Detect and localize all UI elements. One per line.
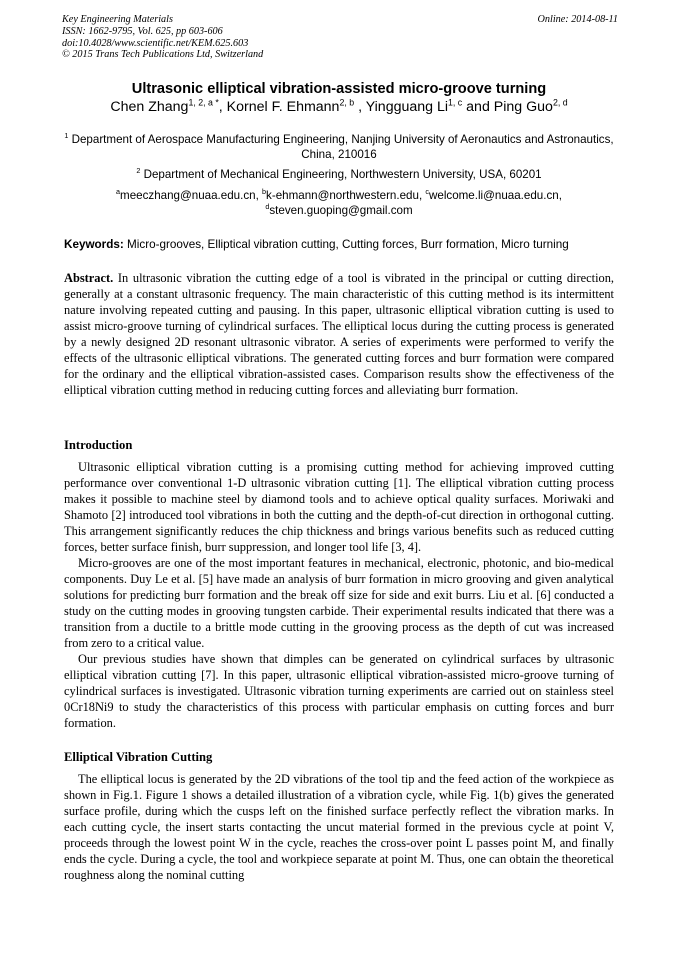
email-address[interactable]: meeczhang@nuaa.edu.cn [120, 189, 256, 202]
introduction-body [64, 459, 614, 731]
author-name: Chen Zhang [110, 99, 189, 115]
author-name: Kornel F. Ehmann [226, 99, 340, 115]
author-sup: 2, d [552, 97, 568, 108]
journal-header [62, 14, 618, 61]
online-date: Online: 2014-08-11 [537, 14, 618, 25]
paragraph: Our previous studies have shown that dimples can be generated on cylindrical surfaces by ultrasonic elliptical vibration cutting [7]. In this paper, ultrasonic elliptical vibration-assisted micro-groove turning of cylindrical surfaces is investigated. Ultrasonic vibration turning experiments are carried out on stainless steel 0Cr18Ni9 to study the characteristics of this process with particular emphasis on cutting forces and burr formation. [64, 652, 614, 730]
email-address[interactable]: steven.guoping@gmail.com [269, 204, 413, 217]
introduction-heading: Introduction [64, 438, 133, 452]
paragraph: Micro-grooves are one of the most important features in mechanical, electronic, photonic, and bio-medical components. Duy Le et al. [5] have made an analysis of burr formation in micro grooving and given analytical solutions for predicting burr formation and the break off size for side and exit burrs. Liu et al. [6] conducted a study on the cutting modes in grooving tungsten carbide. Their experimental results indicated that there was a transition from a ductile to a brittle mode cutting in the grooving process as the depth of cut was increased from zero to a critical value. [64, 556, 614, 650]
author-sup: 1, 2, a * [188, 97, 219, 108]
paragraph: Ultrasonic elliptical vibration cutting is a promising cutting method for achieving improved cutting performance over conventional 1-D ultrasonic vibration cutting [1]. The elliptical vibration cutting process makes it possible to machine steel by diamond tools and to achieve optical quality surfaces. Moriwaki and Shamoto [2] introduced tool vibrations in both the cutting and the depth-of-cut direction in orthogonal cutting. This arrangement significantly reduces the chip thickness and brings various benefits such as reduced cutting forces, better surface finish, burr suppression, and longer tool life [3, 4]. [64, 460, 614, 554]
affiliation-number: 1 [64, 131, 69, 141]
email-address[interactable]: k-ehmann@northwestern.edu [266, 189, 419, 202]
journal-name: Key Engineering Materials [62, 14, 173, 25]
author-sup: 2, b [339, 97, 355, 108]
paper-title: Ultrasonic elliptical vibration-assisted micro-groove turning [131, 81, 547, 97]
issn-line: ISSN: 1662-9795, Vol. 625, pp 603-606 [62, 25, 223, 37]
author-sep: , [218, 99, 227, 115]
author-list [40, 98, 638, 116]
keywords-text: Micro-grooves, Elliptical vibration cutting, Cutting forces, Burr formation, Micro turning [127, 238, 569, 251]
affiliation-number: 2 [136, 166, 141, 176]
email-sep: , [255, 189, 263, 202]
title-block [40, 80, 638, 116]
abstract-text: In ultrasonic vibration the cutting edge of a tool is vibrated in the principal or cutting direction, generally at a constant ultrasonic frequency. The main characteristic of this cutting method is its intermittent nature involving repeated cutting and pausing. In this paper, ultrasonic elliptical vibration cutting is used to assist micro-groove turning of cylindrical surfaces. The elliptical locus during the cutting process is generated by a newly designed 2D resonant ultrasonic vibrator. A series of experiments were performed to verify the effects of the ultrasonic elliptical vibrations. The generated cutting forces and burr formation were compared for the ordinary and the elliptical vibration-assisted cases. Comparison results show the effectiveness of the elliptical vibration cutting method in reducing cutting forces and alleviating burr formation. [64, 271, 614, 397]
abstract-label: Abstract. [64, 271, 114, 285]
email-sup: c [425, 187, 429, 197]
author-sep: , [354, 99, 366, 115]
affiliation-2 [60, 167, 618, 182]
affiliation-text: Department of Mechanical Engineering, Northwestern University, USA, 60201 [143, 168, 542, 181]
abstract [64, 270, 614, 398]
keywords-label: Keywords: [64, 238, 124, 251]
author-name: Yingguang Li [365, 99, 449, 115]
email-sup: a [116, 187, 121, 197]
email-sep: , [418, 189, 426, 202]
copyright-line: © 2015 Trans Tech Publications Ltd, Switzerland [62, 49, 264, 61]
affiliation-text: Department of Aerospace Manufacturing Engineering, Nanjing University of Aeronautics and Astronautics, China, 210016 [71, 133, 614, 161]
author-sep: and [462, 99, 494, 115]
section-body [64, 771, 614, 883]
email-list [80, 188, 598, 218]
email-sup: b [262, 187, 267, 197]
email-sup: d [265, 202, 270, 212]
email-sep: , [558, 189, 562, 202]
author-sup: 1, c [448, 97, 463, 108]
keywords-line [64, 238, 624, 252]
author-name: Ping Guo [493, 99, 553, 115]
doi-line: doi:10.4028/www.scientific.net/KEM.625.603 [62, 37, 249, 49]
paragraph: The elliptical locus is generated by the 2D vibrations of the tool tip and the feed action of the workpiece as shown in Fig.1. Figure 1 shows a detailed illustration of a vibration cycle, while Fig. 1(b) gives the generated surface profile, during which the cusps left on the finished surface perfectly reflect the vibration marks. In each cutting cycle, the insert starts contacting the uncut material formed in the previous cycle at point V, proceeds through the lowest point W in the cycle, reaches the cross-over point L passes point M, and finally ends the cycle. During a cycle, the tool and workpiece separate at point M. Thus, one can obtain the theoretical roughness along the nominal cutting [64, 772, 614, 882]
section-heading: Elliptical Vibration Cutting [64, 750, 213, 764]
email-address[interactable]: welcome.li@nuaa.edu.cn [429, 189, 559, 202]
affiliation-1 [60, 132, 618, 162]
